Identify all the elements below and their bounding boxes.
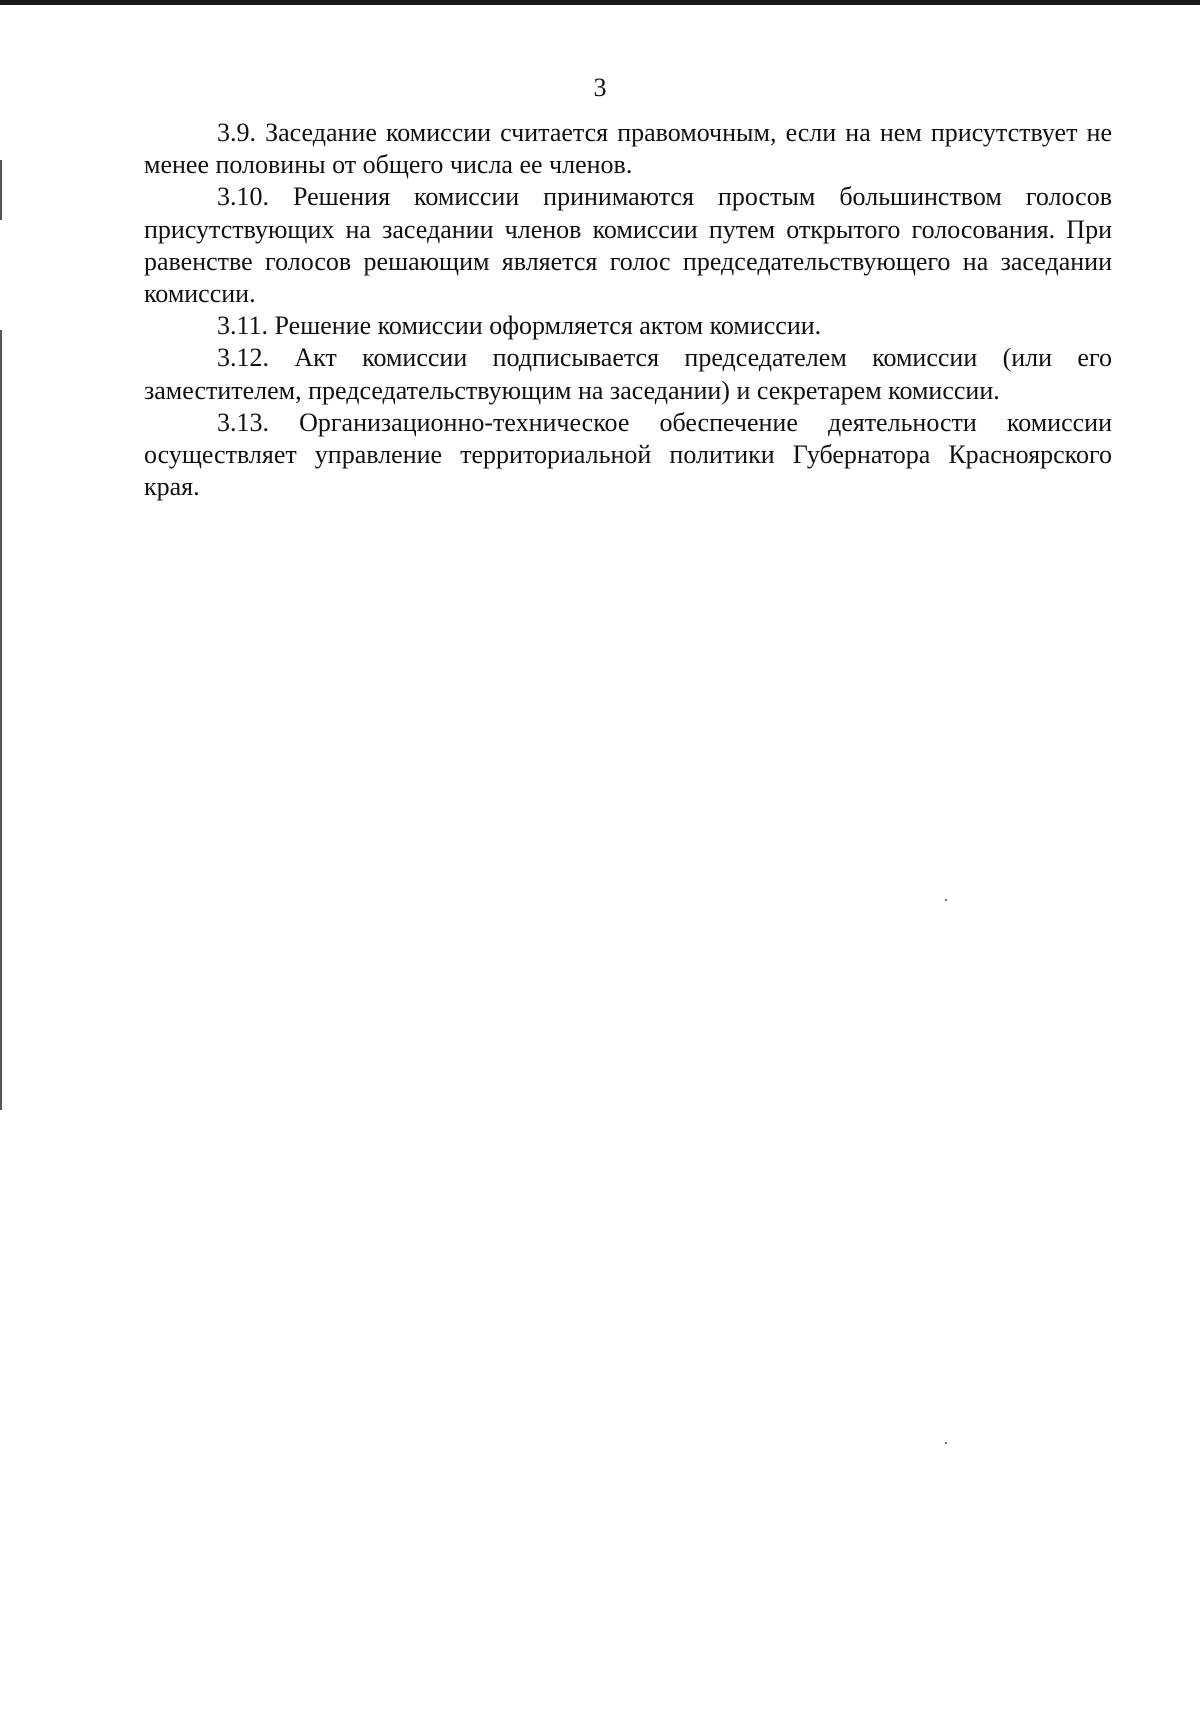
page-number: 3 xyxy=(593,73,607,102)
scan-top-border xyxy=(0,0,1200,5)
paragraph-3-12: 3.12. Акт комиссии подписывается председателем комиссии (или его заместителем, председательствующим на заседании) и секретарем комиссии. xyxy=(144,343,1112,405)
paragraph-3-13: 3.13. Организационно-техническое обеспечение деятельности комиссии осуществляет управление территориальной политики Губернатора Красноярского края. xyxy=(144,407,1112,502)
paragraph-3-9: 3.9. Заседание комиссии считается правомочным, если на нем присутствует не менее половины от общего числа ее членов. xyxy=(144,118,1112,180)
scan-left-edge-mark xyxy=(0,330,2,1110)
document-body xyxy=(144,117,1112,503)
paragraph-3-10: 3.10. Решения комиссии принимаются простым большинством голосов присутствующих на заседании членов комиссии путем открытого голосования. При равенстве голосов решающим является голос председательствующего на заседании комиссии. xyxy=(144,182,1112,309)
scan-speck xyxy=(945,899,947,901)
paragraph-3-11: 3.11. Решение комиссии оформляется актом комиссии. xyxy=(217,311,822,341)
scan-speck xyxy=(945,1442,947,1444)
scan-left-edge-mark xyxy=(0,160,2,220)
